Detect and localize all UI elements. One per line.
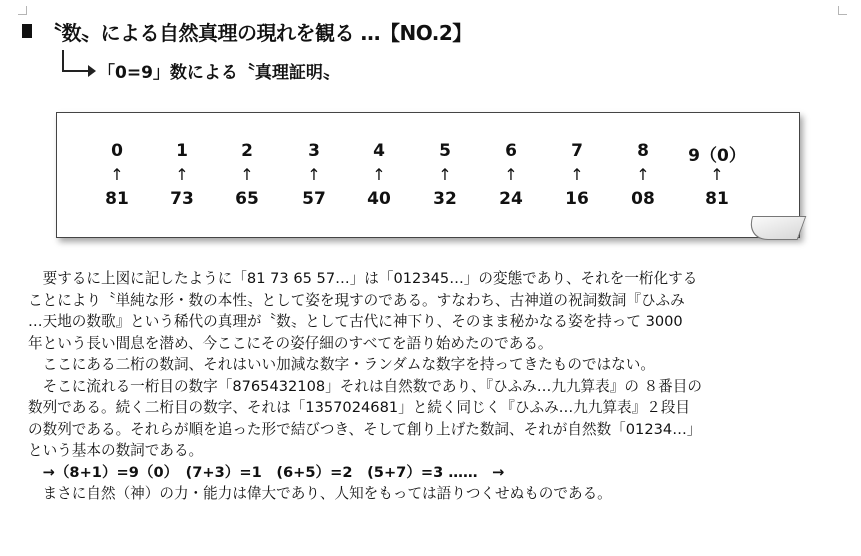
sequence-bottom-cell: 16 [565, 189, 589, 209]
sequence-top-cell: 0 [111, 141, 123, 161]
header [22, 14, 472, 48]
sequence-top-cell: 2 [241, 141, 253, 161]
paragraph-line: そこに流れる一桁目の数字「8765432108」それは自然数であり、『ひふみ…九九算表』の ８番目の [28, 377, 702, 395]
subtitle: 「0=9」数による〝真理証明〟 [98, 63, 340, 83]
up-arrow-icon: ↑ [110, 165, 124, 184]
page-title: 〝数〟による自然真理の現れを観る …【NO.2】 [42, 20, 472, 45]
paragraph-line: 数列である。続く二桁目の数字、それは「1357024681」と続く同じく『ひふみ…九九算表』２段目 [28, 399, 691, 416]
sequence-bottom-cell: 81 [705, 189, 729, 209]
up-arrow-icon: ↑ [438, 165, 452, 184]
sequence-bottom-cell: 73 [170, 189, 194, 209]
sequence-bottom-cell: 32 [433, 189, 457, 209]
paragraph-line: 要するに上図に記したように「81 73 65 57…」は「012345…」の変態であり、それを一桁化する [28, 270, 698, 287]
sequence-top-cell: 3 [308, 141, 320, 161]
up-arrow-icon: ↑ [240, 165, 254, 184]
sequence-bottom-cell: 57 [302, 189, 326, 209]
sequence-bottom-cell: 65 [235, 189, 259, 209]
sequence-top-cell: 5 [439, 141, 451, 161]
body-text [28, 268, 850, 505]
up-arrow-icon: ↑ [175, 165, 189, 184]
up-arrow-icon: ↑ [636, 165, 650, 184]
right-arrow-icon [62, 50, 90, 72]
paragraph-line: ここにある二桁の数詞、それはいい加減な数字・ランダムな数字を持ってきたものではない。 [28, 356, 655, 373]
sequence-top-cell: 8 [637, 141, 649, 161]
sequence-top-cell: 7 [571, 141, 583, 161]
sequence-bottom-cell: 81 [105, 189, 129, 209]
bullet-square-icon [22, 24, 32, 38]
paragraph-line: 年という長い間息を潜め、今ここにその姿仔細のすべてを語り始めたのである。 [28, 334, 553, 352]
paragraph-line: という基本の数詞である。 [28, 442, 204, 459]
sequence-top-cell: 9（0） [688, 146, 746, 166]
up-arrow-icon: ↑ [710, 165, 724, 184]
sequence-panel [56, 112, 800, 238]
equation-line: →（8+1）=9（0） (7+3）=1 (6+5）=2 (5+7）=3 …… → [28, 463, 505, 481]
sequence-top-cell: 6 [505, 141, 517, 161]
up-arrow-icon: ↑ [372, 165, 386, 184]
paragraph-line: の数列である。それらが順を追った形で結びつき、そして創り上げた数詞、それが自然数「01234…」 [28, 420, 702, 438]
sequence-bottom-cell: 40 [367, 189, 391, 209]
up-arrow-icon: ↑ [504, 165, 518, 184]
crop-mark-top-right [838, 6, 847, 15]
sequence-bottom-cell: 08 [631, 189, 655, 209]
paragraph-line: ことにより〝単純な形・数の本性〟として姿を現すのである。すなわち、古神道の祝詞数詞『ひふみ [28, 291, 685, 309]
up-arrow-icon: ↑ [307, 165, 321, 184]
sequence-bottom-row [57, 189, 799, 217]
up-arrow-icon: ↑ [570, 165, 584, 184]
sequence-bottom-cell: 24 [499, 189, 523, 209]
paragraph-line: …天地の数歌』という稀代の真理が〝数〟として古代に神下り、そのまま秘かなる姿を持って 3000 [28, 313, 683, 330]
sequence-top-cell: 4 [373, 141, 385, 161]
sequence-top-cell: 1 [176, 141, 188, 161]
paragraph-line: まさに自然（神）の力・能力は偉大であり、人知をもっては語りつくせぬものである。 [28, 485, 612, 502]
